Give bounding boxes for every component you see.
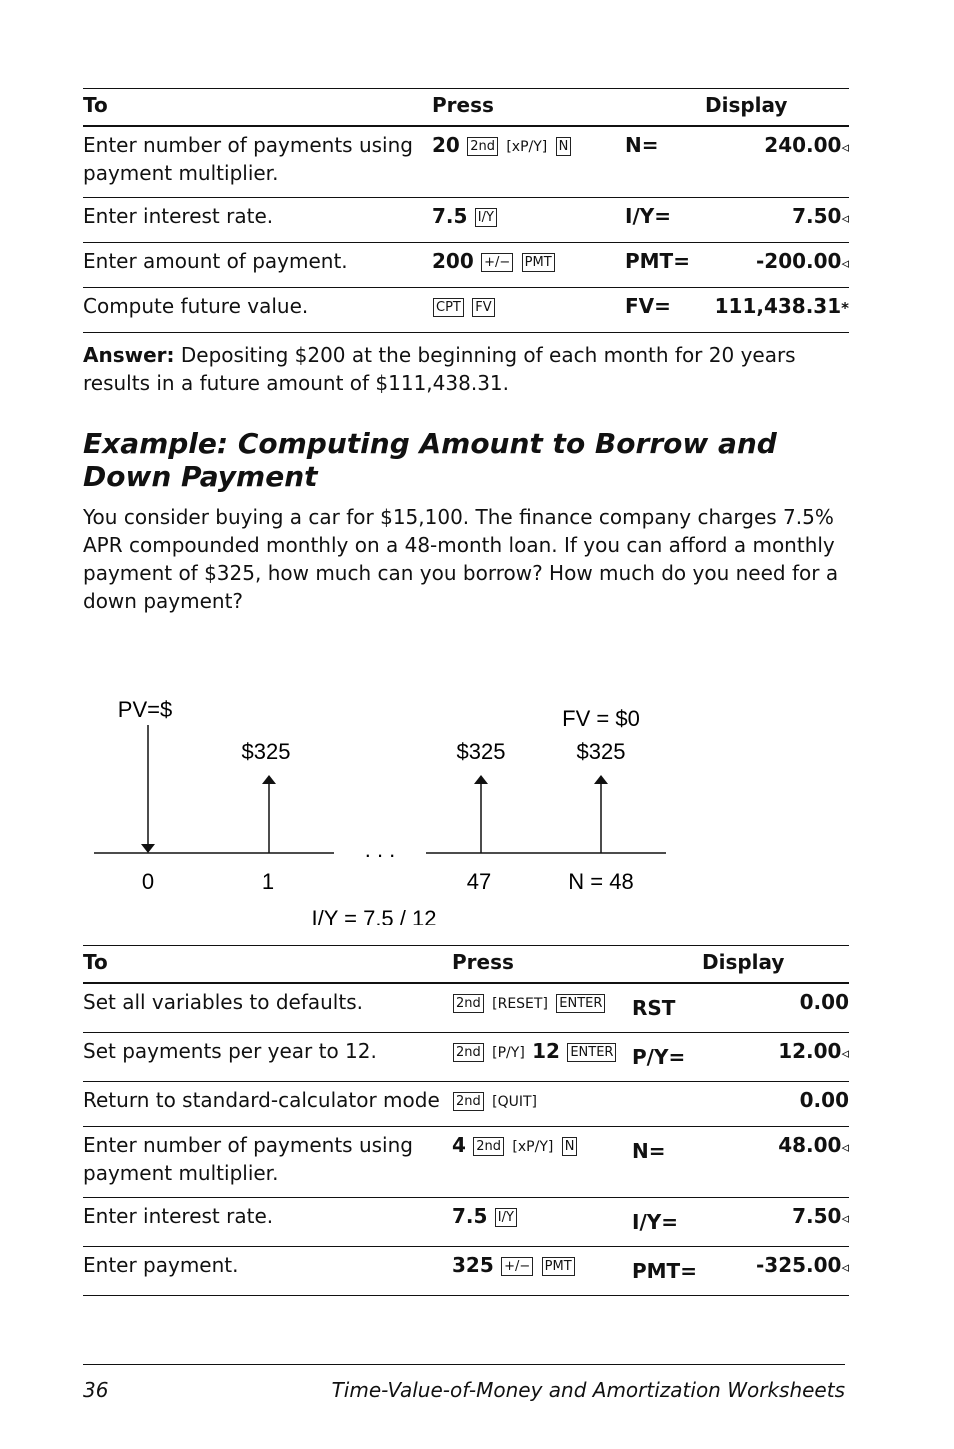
table-row xyxy=(83,1198,849,1247)
--key: +/− xyxy=(481,253,513,272)
2nd-key: 2nd xyxy=(453,1043,484,1062)
press-number: 4 xyxy=(452,1133,466,1157)
step-description: Enter amount of payment. xyxy=(83,243,432,288)
table-body xyxy=(83,983,849,1296)
keystroke-table-2 xyxy=(83,945,849,1296)
keystrokes xyxy=(452,1247,632,1296)
cash-flow-diagram xyxy=(83,625,849,945)
table-row xyxy=(83,1247,849,1296)
example-title: Example: Computing Amount to Borrow and Down Payment xyxy=(83,427,777,493)
display-value: 48.00◃ xyxy=(717,1127,849,1198)
display-label: PMT= xyxy=(625,243,707,288)
fv-key: FV xyxy=(472,298,494,317)
p-y-key: [ P/Y ] xyxy=(492,1039,525,1067)
header-display: Display xyxy=(632,946,849,984)
table-row xyxy=(83,983,849,1033)
footer-rule xyxy=(83,1364,845,1365)
table-header xyxy=(83,89,849,127)
payment-arrow-head-3 xyxy=(594,775,608,784)
period-label-0: 0 xyxy=(141,869,155,894)
payment-label-3: $325 xyxy=(576,739,626,764)
pv-label: PV=$ xyxy=(117,697,173,722)
answer-paragraph xyxy=(83,341,849,397)
press-number: 200 xyxy=(432,249,474,273)
header-display: Display xyxy=(625,89,849,127)
payment-label-2: $325 xyxy=(456,739,506,764)
cpt-key: CPT xyxy=(433,298,464,317)
2nd-key: 2nd xyxy=(467,137,498,156)
display-label: RST xyxy=(632,983,717,1033)
n-key: N xyxy=(562,1137,578,1156)
table-row xyxy=(83,1033,849,1082)
xp-y-key: [ xP/Y ] xyxy=(506,133,547,161)
table-row xyxy=(83,198,849,243)
step-description: Set all variables to defaults. xyxy=(83,983,452,1033)
display-value: 7.50◃ xyxy=(707,198,849,243)
pmt-key: PMT xyxy=(542,1257,575,1276)
table-header xyxy=(83,946,849,984)
display-indicator: ◃ xyxy=(841,1138,849,1156)
keystrokes xyxy=(432,288,625,333)
payment-arrow-head-1 xyxy=(262,775,276,784)
display-value: 7.50◃ xyxy=(717,1198,849,1247)
answer-text: Depositing $200 at the beginning of each month for 20 years results in a future amount of $111,438.31. xyxy=(83,343,796,395)
reset-key: [ RESET ] xyxy=(492,990,548,1018)
2nd-key: 2nd xyxy=(453,994,484,1013)
keystrokes xyxy=(432,198,625,243)
header-press: Press xyxy=(452,946,632,984)
display-value: 0.00 xyxy=(717,983,849,1033)
display-label: FV= xyxy=(625,288,707,333)
fv-label: FV = $0 xyxy=(562,706,640,731)
page-content xyxy=(83,88,849,1296)
display-indicator: ◃ xyxy=(841,209,849,227)
example-body: You consider buying a car for $15,100. The finance company charges 7.5% APR compounded monthly on a 48-month loan. If you can afford a monthly payment of $325, how much can you borrow? How much do you need for a down payment? xyxy=(83,505,839,613)
display-indicator: ◃ xyxy=(841,1209,849,1227)
quit-key: [ QUIT ] xyxy=(492,1088,537,1116)
period-label-1: 1 xyxy=(261,869,275,894)
xp-y-key: [ xP/Y ] xyxy=(512,1133,553,1161)
table-body xyxy=(83,126,849,333)
display-label: N= xyxy=(625,126,707,198)
payment-arrow-head-2 xyxy=(474,775,488,784)
display-value: -200.00◃ xyxy=(707,243,849,288)
table-row xyxy=(83,243,849,288)
display-indicator: ◃ xyxy=(841,1044,849,1062)
page-number: 36 xyxy=(83,1378,109,1402)
step-description: Enter number of payments using payment multiplier. xyxy=(83,126,432,198)
rate-label: I/Y = 7.5 / 12 xyxy=(311,906,437,925)
chapter-title: Time-Value-of-Money and Amortization Worksheets xyxy=(331,1378,845,1402)
pmt-key: PMT xyxy=(522,253,555,272)
press-number: 325 xyxy=(452,1253,494,1277)
display-value: -325.00◃ xyxy=(717,1247,849,1296)
display-value: 0.00 xyxy=(717,1082,849,1127)
press-number: 7.5 xyxy=(432,204,468,228)
press-number: 12 xyxy=(532,1039,560,1063)
display-label: N= xyxy=(632,1127,717,1198)
enter-key: ENTER xyxy=(567,1043,616,1062)
display-label: I/Y= xyxy=(625,198,707,243)
press-number: 20 xyxy=(432,133,460,157)
enter-key: ENTER xyxy=(556,994,605,1013)
i-y-key: I/Y xyxy=(495,1208,517,1227)
2nd-key: 2nd xyxy=(473,1137,504,1156)
table-row xyxy=(83,1127,849,1198)
payment-label-1: $325 xyxy=(241,739,291,764)
header-to: To xyxy=(83,89,432,127)
header-to: To xyxy=(83,946,452,984)
answer-label: Answer: xyxy=(83,343,175,367)
press-number: 7.5 xyxy=(452,1204,488,1228)
display-indicator: ◃ xyxy=(841,138,849,156)
cash-flow-svg xyxy=(0,625,954,925)
step-description: Enter interest rate. xyxy=(83,1198,452,1247)
keystrokes xyxy=(452,983,632,1033)
display-label: I/Y= xyxy=(632,1198,717,1247)
display-value: 111,438.31* xyxy=(707,288,849,333)
display-indicator: ◃ xyxy=(841,1258,849,1276)
display-indicator: ◃ xyxy=(841,254,849,272)
i-y-key: I/Y xyxy=(475,208,497,227)
display-indicator: * xyxy=(841,299,849,317)
step-description: Enter payment. xyxy=(83,1247,452,1296)
keystrokes xyxy=(432,126,625,198)
period-label-47: 47 xyxy=(466,869,492,894)
keystrokes xyxy=(432,243,625,288)
2nd-key: 2nd xyxy=(453,1092,484,1111)
period-label-48: N = 48 xyxy=(568,869,634,894)
keystrokes xyxy=(452,1127,632,1198)
timeline-ellipsis: . . . xyxy=(364,837,396,862)
n-key: N xyxy=(556,137,572,156)
step-description: Enter interest rate. xyxy=(83,198,432,243)
display-value: 12.00◃ xyxy=(717,1033,849,1082)
pv-arrow-head xyxy=(141,844,155,853)
keystrokes xyxy=(452,1198,632,1247)
keystrokes xyxy=(452,1082,632,1127)
step-description: Compute future value. xyxy=(83,288,432,333)
display-label xyxy=(632,1082,717,1127)
keystroke-table-1 xyxy=(83,88,849,333)
display-value: 240.00◃ xyxy=(707,126,849,198)
display-label: PMT= xyxy=(632,1247,717,1296)
header-press: Press xyxy=(432,89,625,127)
table-row xyxy=(83,288,849,333)
table-row xyxy=(83,126,849,198)
--key: +/− xyxy=(501,1257,533,1276)
step-description: Set payments per year to 12. xyxy=(83,1033,452,1082)
table-row xyxy=(83,1082,849,1127)
display-label: P/Y= xyxy=(632,1033,717,1082)
keystrokes xyxy=(452,1033,632,1082)
step-description: Return to standard-calculator mode xyxy=(83,1082,452,1127)
step-description: Enter number of payments using payment multiplier. xyxy=(83,1127,452,1198)
